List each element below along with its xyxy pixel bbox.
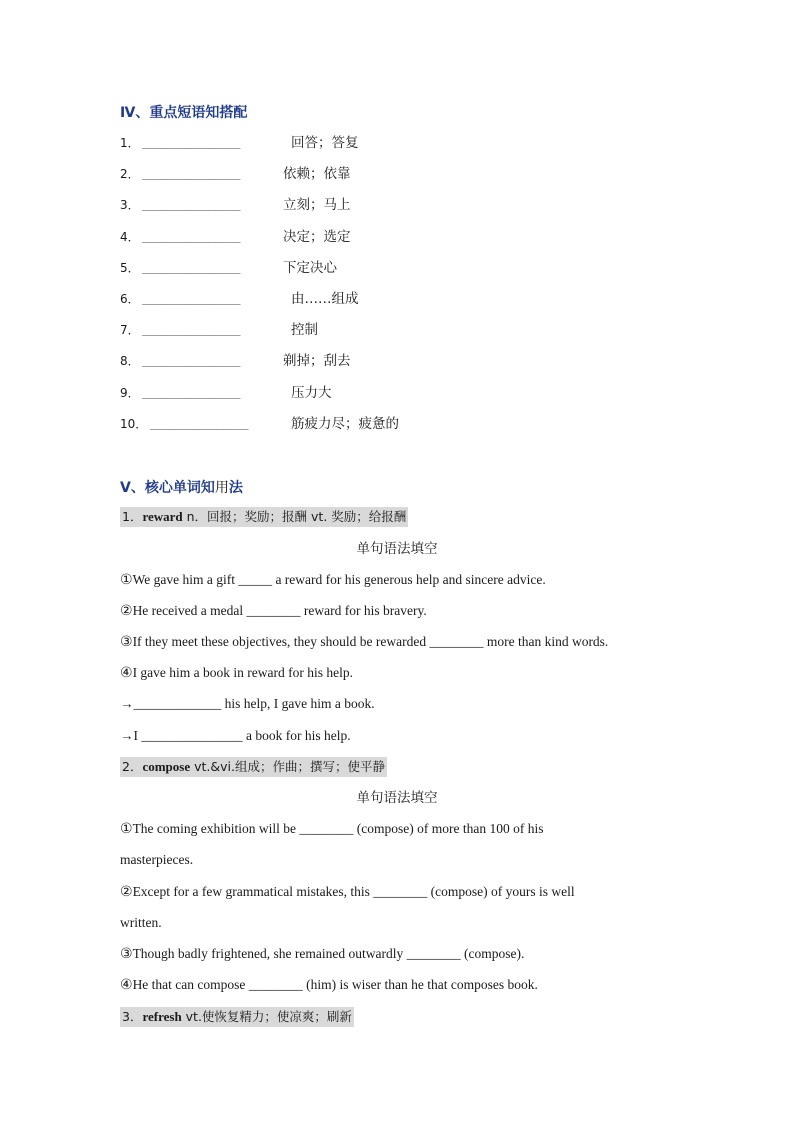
word-number: 1． bbox=[122, 509, 143, 524]
word-entry-reward bbox=[120, 507, 408, 527]
phrase-row bbox=[120, 289, 420, 309]
phrase-blank: ________________ bbox=[142, 354, 240, 367]
word-term: reward bbox=[142, 509, 183, 524]
phrase-meaning: 下定决心 bbox=[283, 260, 337, 276]
exercise-sentence bbox=[120, 975, 538, 995]
word-term: refresh bbox=[142, 1009, 182, 1024]
exercise-sentence bbox=[120, 663, 353, 683]
phrase-number: 2． bbox=[120, 167, 140, 181]
exercise-sentence-continuation bbox=[120, 913, 162, 933]
phrase-blank: ________________ bbox=[142, 323, 240, 336]
phrase-blank: ________________ bbox=[142, 167, 240, 180]
circled-number: ③ bbox=[120, 634, 133, 650]
section-4-numeral: Ⅳ bbox=[120, 105, 136, 121]
sentence-text: written. bbox=[120, 915, 162, 930]
word-definition: vt.使恢复精力；使凉爽；刷新 bbox=[181, 1009, 352, 1024]
sentence-text: He that can compose ________ (him) is wiser than he that composes book. bbox=[132, 977, 538, 992]
sentence-text: masterpieces. bbox=[120, 852, 194, 867]
sentence-text: We gave him a gift _____ a reward for his generous help and sincere advice. bbox=[132, 572, 546, 587]
circled-number: ① bbox=[120, 821, 133, 837]
word-definition: vt.&vi.组成；作曲；撰写；使平静 bbox=[190, 759, 385, 774]
word-number: 2． bbox=[122, 759, 143, 774]
phrase-row bbox=[120, 414, 440, 434]
phrase-number: 4． bbox=[120, 230, 140, 244]
sentence-text: The coming exhibition will be ________ (compose) of more than 100 of his bbox=[132, 821, 544, 836]
sentence-text: He received a medal ________ reward for his bravery. bbox=[132, 603, 427, 618]
section-4-separator: 、 bbox=[135, 105, 150, 121]
phrase-number: 5． bbox=[120, 261, 140, 275]
exercise-sentence bbox=[120, 632, 608, 652]
exercise-sentence bbox=[120, 694, 375, 714]
sentence-text: If they meet these objectives, they should be rewarded ________ more than kind words. bbox=[132, 634, 609, 649]
circled-number: ④ bbox=[120, 665, 133, 681]
phrase-number: 8． bbox=[120, 354, 140, 368]
section-5-separator: 、 bbox=[130, 480, 145, 496]
phrase-meaning: 立刻；马上 bbox=[283, 197, 351, 213]
arrow-mark: → bbox=[120, 696, 134, 711]
arrow-mark: → bbox=[120, 728, 134, 743]
circled-number: ③ bbox=[120, 946, 133, 962]
exercise-sentence bbox=[120, 601, 427, 621]
phrase-number: 1． bbox=[120, 136, 140, 150]
section-4-heading bbox=[120, 102, 247, 122]
phrase-blank: ________________ bbox=[142, 292, 240, 305]
exercise-sentence bbox=[120, 882, 575, 902]
phrase-row bbox=[120, 195, 420, 215]
section-5-heading bbox=[120, 477, 243, 497]
phrase-meaning: 筋疲力尽；疲惫的 bbox=[291, 416, 399, 432]
sentence-text: I gave him a book in reward for his help. bbox=[132, 665, 353, 680]
section-5-title: 核心单词知 bbox=[144, 480, 215, 496]
phrase-blank: ________________ bbox=[142, 230, 240, 243]
exercise-subtitle: 单句语法填空 bbox=[356, 790, 438, 806]
exercise-sentence bbox=[120, 944, 524, 964]
phrase-blank: ________________ bbox=[142, 136, 240, 149]
phrase-meaning: 回答；答复 bbox=[291, 135, 359, 151]
circled-number: ② bbox=[120, 603, 133, 619]
phrase-blank: ________________ bbox=[150, 417, 248, 430]
section-4-title: 重点短语知搭配 bbox=[149, 105, 248, 121]
sentence-text: Except for a few grammatical mistakes, this ________ (compose) of yours is well bbox=[132, 884, 575, 899]
word-entry-compose bbox=[120, 757, 387, 777]
phrase-row bbox=[120, 320, 420, 340]
circled-number: ① bbox=[120, 572, 133, 588]
phrase-meaning: 决定；选定 bbox=[283, 229, 351, 245]
phrase-meaning: 剃掉；刮去 bbox=[283, 353, 351, 369]
exercise-sentence-continuation bbox=[120, 850, 193, 870]
phrase-row bbox=[120, 383, 420, 403]
section-5-numeral: Ⅴ bbox=[120, 480, 131, 496]
phrase-number: 10． bbox=[120, 417, 148, 431]
sentence-text: I _______________ a book for his help. bbox=[133, 728, 351, 743]
word-definition: n．回报；奖励；报酬 vt. 奖励；给报酬 bbox=[182, 509, 407, 524]
exercise-subtitle: 单句语法填空 bbox=[356, 541, 438, 557]
word-number: 3． bbox=[122, 1009, 143, 1024]
circled-number: ④ bbox=[120, 977, 133, 993]
word-entry-refresh bbox=[120, 1007, 354, 1027]
sentence-text: Though badly frightened, she remained outwardly ________ (compose). bbox=[132, 946, 525, 961]
circled-number: ② bbox=[120, 884, 133, 900]
phrase-meaning: 由……组成 bbox=[291, 291, 359, 307]
exercise-sentence bbox=[120, 570, 546, 590]
sentence-text: _____________ his help, I gave him a book. bbox=[133, 696, 375, 711]
phrase-meaning: 压力大 bbox=[291, 385, 332, 401]
word-term: compose bbox=[142, 759, 191, 774]
phrase-number: 7． bbox=[120, 323, 140, 337]
exercise-sentence bbox=[120, 726, 351, 746]
phrase-number: 6． bbox=[120, 292, 140, 306]
section-5-title-end: 法 bbox=[228, 480, 243, 496]
phrase-row bbox=[120, 227, 420, 247]
phrase-number: 9． bbox=[120, 386, 140, 400]
phrase-blank: ________________ bbox=[142, 386, 240, 399]
phrase-meaning: 依赖；依靠 bbox=[283, 166, 351, 182]
phrase-blank: ________________ bbox=[142, 261, 240, 274]
section-5-title-mid: 用 bbox=[214, 480, 229, 496]
phrase-blank: ________________ bbox=[142, 198, 240, 211]
exercise-sentence bbox=[120, 819, 544, 839]
phrase-row bbox=[120, 258, 420, 278]
phrase-row bbox=[120, 351, 420, 371]
phrase-row bbox=[120, 164, 420, 184]
phrase-meaning: 控制 bbox=[291, 322, 318, 338]
phrase-row bbox=[120, 133, 420, 153]
phrase-number: 3． bbox=[120, 198, 140, 212]
